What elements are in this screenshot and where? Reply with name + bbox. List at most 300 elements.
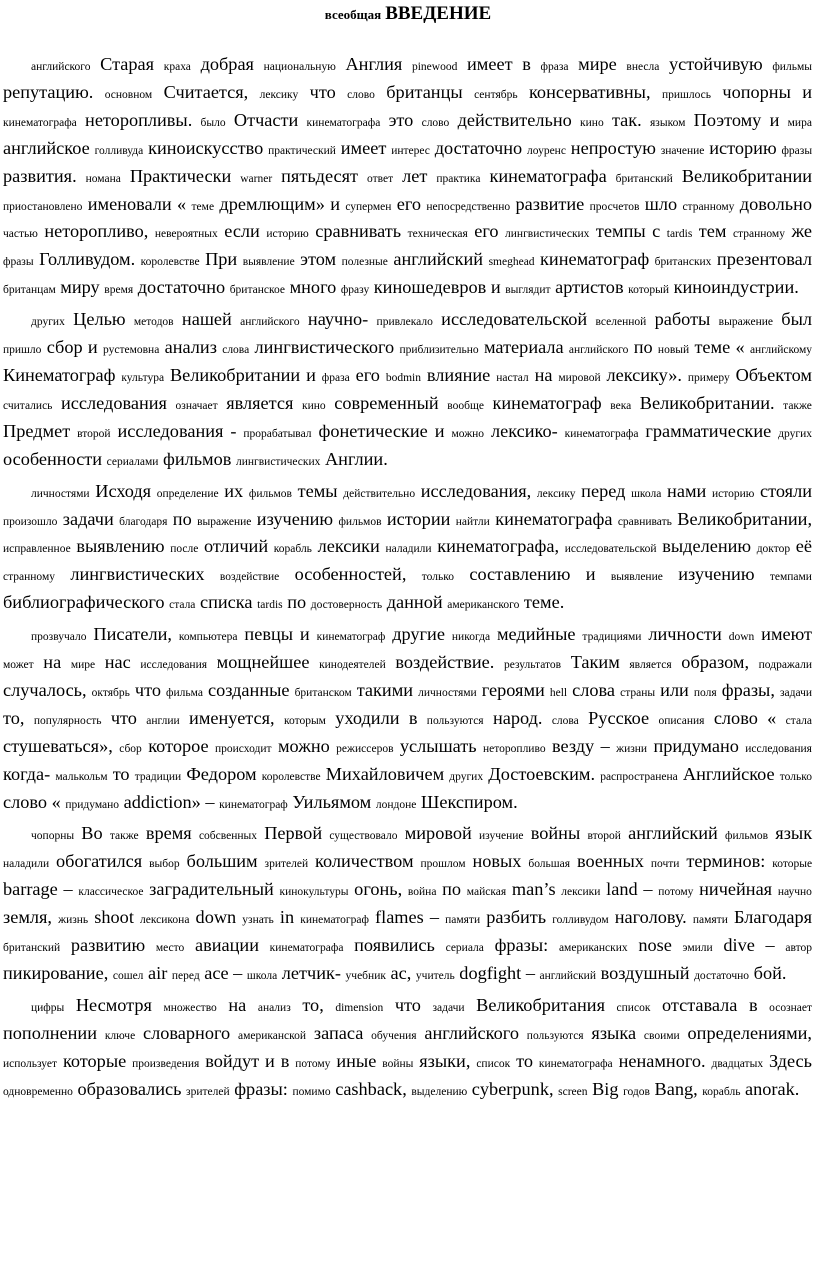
text-run: фонетические и [318, 420, 445, 441]
text-run: достаточно [434, 137, 523, 158]
document-body [3, 52, 812, 1105]
small-word: странному [682, 200, 735, 213]
small-word: потому [295, 1057, 331, 1070]
small-word: привлекало [376, 316, 433, 329]
text-run: Во [81, 823, 103, 844]
paragraph-4 [3, 622, 812, 817]
text-run: мощнейшее [216, 652, 310, 673]
text-run: войдут и в [205, 1050, 290, 1071]
text-run: по [172, 508, 192, 529]
small-word: фраза [321, 371, 350, 384]
title-prefix: всеобщая [324, 7, 382, 22]
text-run: определениями, [687, 1022, 813, 1043]
small-word: кино [301, 399, 326, 412]
small-word: фраза [540, 61, 569, 73]
text-run: героями [481, 679, 545, 700]
text-run: пятьдесят [281, 165, 359, 186]
small-word: лоуренс [527, 144, 566, 157]
small-word: странному [732, 228, 785, 241]
small-word: которые [772, 858, 813, 871]
text-run: много [289, 277, 337, 298]
text-run: языка [591, 1022, 637, 1043]
small-word: найтли [455, 515, 490, 528]
small-word: достоверность [310, 599, 383, 612]
small-word: изучение [479, 830, 524, 843]
small-word: годов [623, 1085, 650, 1098]
text-run: Big [592, 1078, 619, 1099]
text-run: репутацию. [3, 81, 94, 102]
small-word: помимо [292, 1085, 331, 1098]
text-run: сравнивать [315, 221, 402, 242]
text-run: flames – [375, 907, 439, 928]
small-word: октябрь [91, 686, 130, 699]
text-run: является [226, 392, 294, 413]
small-word: список [616, 1001, 651, 1014]
text-run: Михайловичем [325, 763, 445, 784]
small-word: страны [620, 686, 656, 699]
text-run: выявлению [76, 536, 165, 557]
small-word: просчетов [589, 200, 640, 213]
small-word: невероятных [154, 228, 218, 241]
text-run: авиации [194, 935, 259, 956]
small-word: корабль [702, 1085, 741, 1098]
small-word: исправленное [3, 543, 71, 556]
small-word: британских [654, 256, 712, 269]
text-run: пикирование, [3, 963, 109, 983]
small-word: малькольм [55, 770, 108, 783]
small-word: лексики [561, 886, 601, 899]
text-run: Федором [186, 763, 257, 784]
small-word: пришлось [661, 88, 711, 101]
small-word: темпами [769, 571, 812, 584]
small-word: американских [558, 942, 628, 955]
text-run: фразы: [234, 1078, 288, 1099]
small-word: выделению [411, 1085, 468, 1098]
text-run: лет [402, 165, 428, 186]
small-word: также [109, 830, 139, 843]
small-word: выглядит [505, 284, 551, 297]
small-word: слова [551, 714, 579, 727]
small-word: слово [347, 88, 375, 101]
text-run: Великобритании и [169, 364, 316, 385]
small-word: задачи [432, 1001, 465, 1014]
small-word: кинематограф [316, 631, 386, 644]
text-run: по [633, 337, 653, 358]
paragraph-6 [3, 993, 812, 1105]
small-word: никогда [451, 631, 491, 644]
text-run: шло [644, 193, 678, 214]
small-word: список [476, 1057, 511, 1070]
small-word: английского [240, 316, 300, 329]
text-run: развития. [3, 165, 77, 186]
text-run: запаса [313, 1022, 364, 1043]
text-run: то, [3, 707, 25, 728]
small-word: британский [615, 172, 673, 185]
text-run: неторопливо, [44, 221, 149, 242]
small-word: популярность [33, 714, 102, 727]
small-word: британский [3, 942, 61, 955]
text-run: anorak. [745, 1078, 800, 1099]
small-word: слово [421, 116, 450, 129]
text-run: land – [606, 879, 653, 900]
text-run: словарного [143, 1022, 231, 1043]
small-word: памяти [692, 914, 728, 927]
text-run: лингвистического [254, 337, 395, 358]
small-word: ответ [367, 172, 394, 185]
small-word: сериалами [106, 455, 159, 468]
text-run: довольно [739, 193, 813, 214]
text-run: ас, [390, 963, 412, 983]
small-word: американского [447, 599, 520, 612]
small-word: потому [658, 886, 694, 899]
text-run: его [474, 221, 499, 242]
text-run: библиографического [3, 592, 165, 613]
text-run: задачи [62, 508, 114, 529]
text-run: анализ [164, 337, 217, 358]
small-word: прорабатывал [243, 427, 312, 440]
text-run: на [534, 364, 553, 385]
text-run: man’s [511, 879, 556, 900]
small-word: большая [528, 858, 571, 871]
small-word: осознает [769, 1001, 812, 1014]
small-word: полезные [341, 256, 388, 269]
small-word: королевстве [140, 256, 200, 269]
text-run: влияние [426, 364, 491, 385]
small-word: пользуются [526, 1029, 584, 1042]
small-word: исследовательской [564, 543, 657, 556]
text-run: на [228, 994, 247, 1015]
text-run: shoot [94, 907, 134, 928]
text-run: образовались [77, 1078, 182, 1099]
text-run: составлению и [469, 564, 596, 585]
text-run: которые [62, 1050, 127, 1071]
small-word: кинодеятелей [319, 659, 386, 672]
small-word: английскому [749, 344, 813, 357]
small-word: кинематографа [269, 942, 344, 955]
small-word: памяти [445, 914, 481, 927]
text-run: особенностей, [294, 564, 407, 585]
small-word: наладили [3, 858, 50, 871]
text-run: cashback, [335, 1078, 407, 1099]
small-word: произошло [3, 515, 58, 528]
small-word: британском [294, 686, 352, 699]
small-word: считались [3, 399, 53, 412]
small-word: одновременно [3, 1085, 73, 1098]
small-word: выбор [149, 858, 180, 871]
small-word: чопорны [31, 830, 75, 843]
small-word: школа [246, 970, 278, 982]
small-word: лексику [259, 88, 299, 101]
text-run: воздействие. [395, 652, 495, 673]
text-run: истории [386, 508, 451, 529]
text-run: лексико- [490, 420, 558, 441]
text-run: Благодаря [733, 907, 813, 928]
small-word: стала [169, 599, 196, 612]
small-word: существовало [329, 830, 398, 843]
small-word: лондоне [375, 798, 417, 811]
text-run: терминов: [686, 851, 766, 872]
text-run: нас [104, 652, 131, 673]
small-word: цифры [31, 1001, 65, 1014]
small-word: достаточно [694, 970, 750, 982]
text-run: киношедевров и [373, 277, 501, 298]
text-run: Целью [73, 309, 126, 330]
text-run: личности [648, 624, 722, 645]
text-run: можно [277, 735, 330, 756]
text-run: Таким [570, 652, 620, 673]
small-word: историю [711, 487, 755, 500]
text-run: придумано [653, 735, 739, 756]
small-word: супермен [345, 200, 392, 213]
small-word: война [407, 886, 437, 899]
text-run: военных [576, 851, 644, 872]
text-run: дремлющим» и [219, 193, 340, 214]
text-run: air [148, 963, 168, 983]
small-word: результатов [503, 659, 562, 672]
small-word: стала [785, 714, 812, 727]
small-word: национальную [263, 61, 336, 73]
small-word: кинокультуры [279, 886, 349, 899]
small-word: прозвучало [31, 631, 87, 644]
small-word: фильма [166, 686, 203, 699]
text-run: достаточно [137, 277, 226, 298]
text-run: нами [667, 480, 707, 501]
small-word: корабль [273, 543, 312, 556]
text-run: услышать [399, 735, 477, 756]
text-run: материала [483, 337, 564, 358]
small-word: использует [3, 1057, 58, 1070]
text-run: работы [654, 309, 711, 330]
small-word: голливудом [552, 914, 609, 927]
small-word: придумано [65, 798, 120, 811]
text-run: большим [186, 851, 258, 872]
text-run: Шекспиром. [420, 791, 518, 812]
text-run: его [396, 193, 422, 214]
small-word: которым [283, 714, 326, 727]
small-word: лексику [536, 487, 576, 500]
text-run: nose [638, 935, 672, 956]
small-word: настал [496, 371, 529, 384]
text-run: имеет в [467, 54, 531, 74]
text-run: Исходя [95, 480, 152, 501]
small-word: внесла [626, 61, 660, 73]
text-run: когда- [3, 763, 51, 784]
text-run: другие [392, 624, 445, 645]
text-run: неторопливы. [85, 109, 193, 130]
small-word: анализ [257, 1001, 291, 1014]
text-run: мировой [404, 823, 472, 844]
small-word: кинематограф [300, 914, 369, 927]
small-word: tardis [257, 599, 283, 612]
small-word: распространена [600, 770, 678, 783]
small-word: фильмов [248, 487, 292, 500]
text-run: что [134, 679, 161, 700]
small-word: режиссеров [336, 742, 394, 755]
small-word: британское [229, 284, 285, 297]
small-word: время [104, 284, 134, 297]
text-run: особенности [3, 448, 103, 469]
small-word: исследования [140, 659, 208, 672]
small-word: новый [657, 344, 690, 357]
small-word: методов [133, 316, 174, 329]
text-run: то [112, 763, 130, 784]
text-run: чопорны и [722, 81, 813, 102]
small-word: кинематографа [3, 116, 77, 129]
text-run: войны [530, 823, 581, 844]
text-run: её [795, 536, 813, 557]
text-run: теме. [523, 592, 565, 613]
text-run: английский [628, 823, 718, 844]
small-word: других [31, 316, 65, 329]
small-word: частью [3, 228, 38, 241]
text-run: консервативны, [528, 81, 651, 102]
small-word: века [610, 399, 632, 412]
small-word: выявление [610, 571, 663, 584]
text-run: мире [578, 54, 617, 74]
text-run: Отчасти [233, 109, 299, 130]
text-run: новых [472, 851, 522, 872]
paragraph-3 [3, 479, 812, 619]
text-run: Великобритания [476, 994, 605, 1015]
small-word: может [3, 659, 34, 672]
small-word: английского [568, 344, 629, 357]
text-run: развитию [70, 935, 146, 956]
text-run: выделению [662, 536, 752, 557]
text-run: их [224, 480, 244, 501]
paragraph-1 [3, 52, 812, 303]
text-run: in [279, 907, 295, 928]
text-run: слово « [713, 707, 777, 728]
text-run: огонь, [354, 879, 403, 900]
small-word: других [778, 427, 812, 440]
small-word: фильмы [772, 61, 812, 73]
text-run: певцы и [244, 624, 310, 645]
text-run: ненамного. [618, 1050, 706, 1071]
small-word: bodmin [385, 371, 421, 384]
text-run: если [224, 221, 260, 242]
small-word: мировой [558, 371, 601, 384]
small-word: почти [650, 858, 680, 871]
small-word: произведения [132, 1057, 200, 1070]
small-word: английского [31, 61, 91, 73]
text-run: языки, [419, 1050, 471, 1071]
text-run: кинематограф [540, 249, 650, 270]
text-run: историю [709, 137, 777, 158]
small-word: фильмов [338, 515, 382, 528]
small-word: узнать [242, 914, 274, 927]
small-word: номана [85, 172, 121, 185]
small-word: жизнь [58, 914, 89, 927]
text-run: исследования [61, 392, 167, 413]
small-word: обучения [371, 1029, 417, 1042]
text-run: сбор и [46, 337, 98, 358]
small-word: британцам [3, 284, 56, 297]
small-word: перед [171, 970, 200, 982]
small-word: голливуда [94, 144, 144, 157]
text-run: данной [386, 592, 443, 613]
small-word: выражение [718, 316, 773, 329]
text-run: тем [698, 221, 727, 242]
text-run: кинематограф [492, 392, 602, 413]
small-word: кинематографа [538, 1057, 613, 1070]
text-run: dogfight – [459, 963, 535, 983]
small-word: наладили [385, 543, 432, 556]
small-word: который [628, 284, 670, 297]
page-title [0, 3, 816, 26]
small-word: своими [643, 1029, 680, 1042]
small-word: dimension [335, 1001, 384, 1014]
text-run: заградительный [149, 879, 274, 900]
small-word: кинематограф [219, 798, 288, 811]
small-word: второй [77, 427, 111, 440]
small-word: приостановлено [3, 200, 83, 213]
text-run: артистов [555, 277, 624, 298]
text-run: Практически [129, 165, 232, 186]
text-run: теме « [694, 337, 745, 358]
paragraph-5 [3, 821, 812, 988]
small-word: кинематографа [564, 427, 639, 440]
text-run: слова [572, 679, 616, 700]
small-word: сериала [445, 942, 484, 955]
text-run: Англия [345, 54, 403, 74]
small-word: после [170, 543, 199, 556]
small-word: классическое [78, 886, 144, 899]
small-word: выявление [242, 256, 295, 269]
small-word: американской [237, 1029, 307, 1042]
text-run: dive – [723, 935, 775, 956]
text-run: Английское [682, 763, 775, 784]
small-word: является [629, 659, 672, 672]
small-word: фразы [3, 256, 34, 269]
text-run: это [388, 109, 414, 130]
text-run: кинематографа [489, 165, 607, 186]
text-run: везду – [551, 735, 610, 756]
title-main: ВВЕДЕНИЕ [385, 3, 492, 24]
text-run: английский [393, 249, 484, 270]
small-word: традиции [134, 770, 182, 783]
text-run: что [110, 707, 137, 728]
small-word: основном [104, 88, 153, 101]
small-word: странному [3, 571, 55, 584]
small-word: исследования [745, 742, 812, 755]
small-word: англии [146, 714, 180, 727]
small-word: фильмов [725, 830, 769, 843]
small-word: было [200, 116, 226, 129]
text-run: современный [334, 392, 439, 413]
text-run: время [145, 823, 192, 844]
text-run: Англии. [324, 448, 388, 469]
small-word: сравнивать [617, 515, 672, 528]
small-word: подражали [758, 659, 812, 672]
small-word: доктор [756, 543, 791, 556]
text-run: темпы с [595, 221, 661, 242]
small-word: интерес [391, 144, 430, 157]
text-run: слово « [3, 791, 61, 812]
text-run: имеет [340, 137, 387, 158]
small-word: примеру [687, 371, 730, 384]
text-run: изучению [678, 564, 755, 585]
small-word: школа [631, 487, 662, 500]
text-run: Старая [100, 54, 155, 74]
text-run: по [442, 879, 462, 900]
small-word: прошлом [420, 858, 466, 871]
text-run: грамматические [645, 420, 772, 441]
text-run: лингвистических [70, 564, 205, 585]
small-word: означает [175, 399, 218, 412]
text-run: так. [611, 109, 642, 130]
text-run: исследовательской [441, 309, 588, 330]
text-run: лексики [317, 536, 380, 557]
